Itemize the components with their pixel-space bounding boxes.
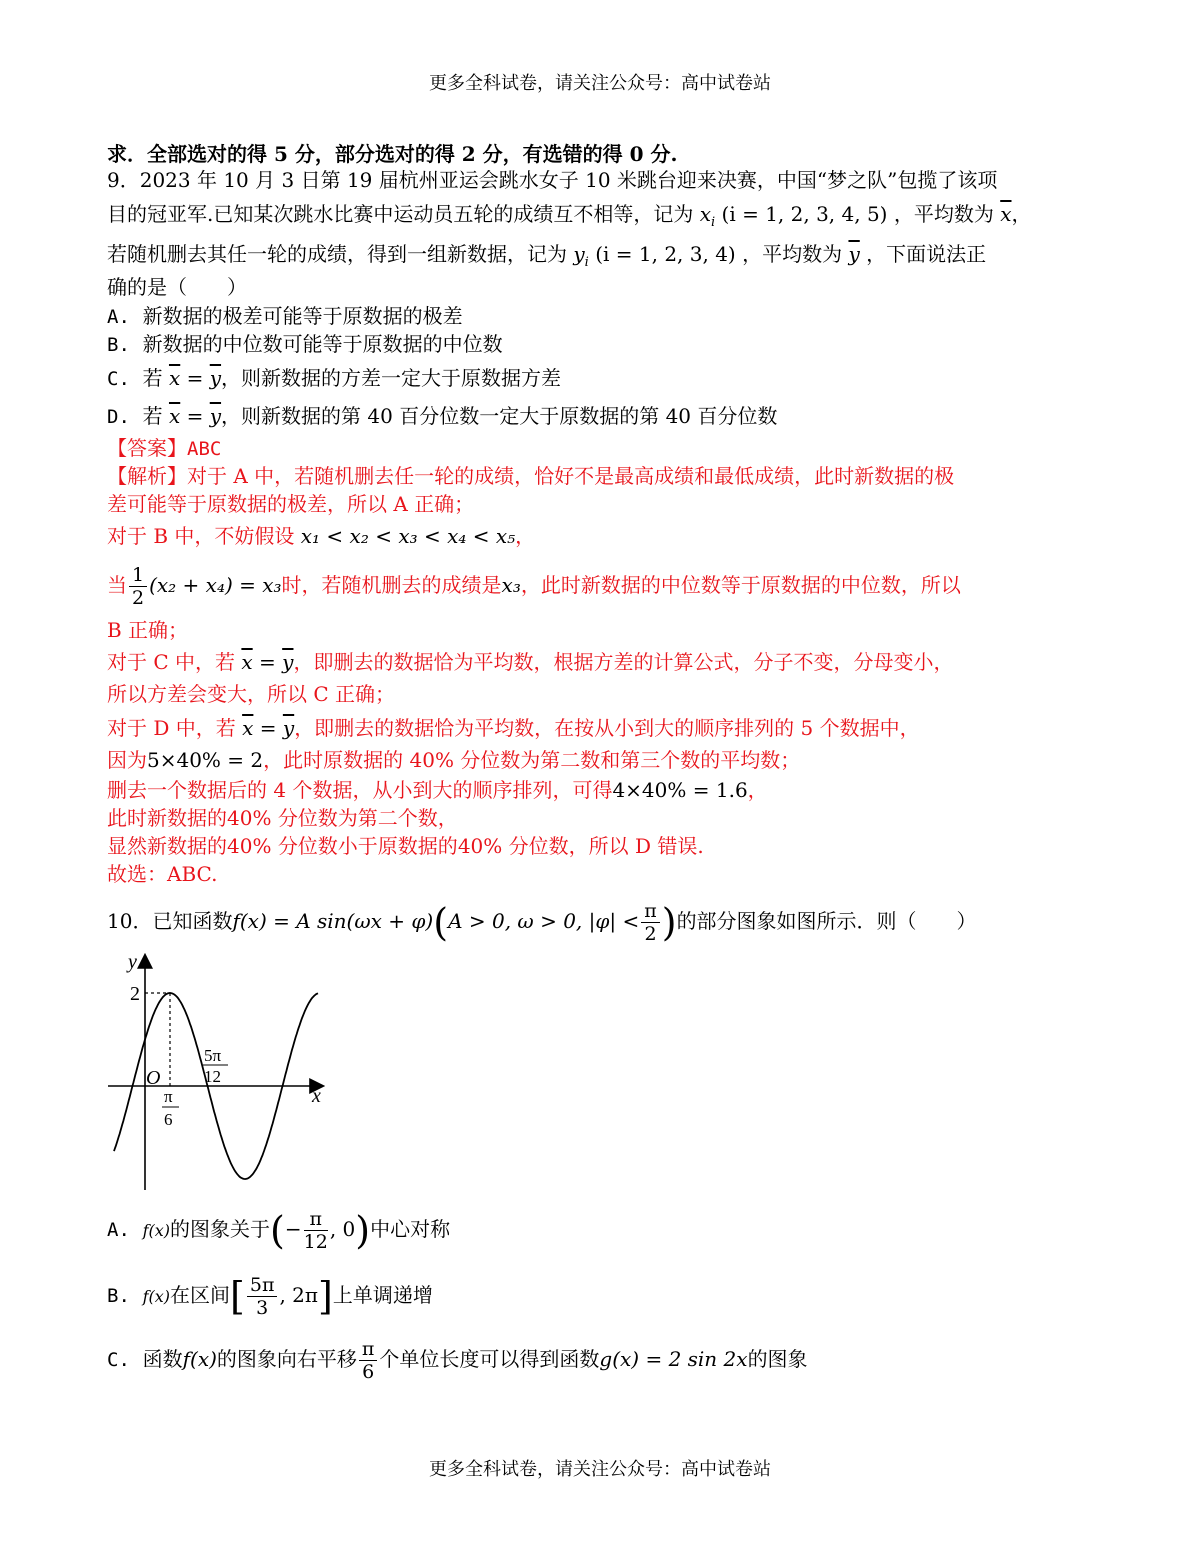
q9-option-c bbox=[107, 364, 561, 393]
analysis-text: 时，若随机删去的成绩是 bbox=[281, 573, 502, 597]
y-bar: $\overline{y}$ bbox=[209, 366, 222, 390]
analysis-text: ，此时原数据的 40% 分位数为第二数和第三个数的平均数； bbox=[263, 748, 801, 772]
x-bar: $\overline{x}$ bbox=[168, 404, 181, 428]
bracket-close: ] bbox=[318, 1274, 333, 1319]
analysis-line-a1 bbox=[107, 462, 954, 490]
analysis-line-d1 bbox=[107, 714, 920, 742]
analysis-text: 当 bbox=[107, 573, 127, 597]
paren-open: ( bbox=[433, 900, 449, 945]
option-text: 函数 bbox=[142, 1347, 183, 1371]
origin-label: O bbox=[146, 1067, 161, 1089]
analysis-text: 对于 C 中，若 bbox=[107, 650, 236, 674]
fraction-denominator: 2 bbox=[132, 587, 145, 609]
q9-line1: 9．2023 年 10 月 3 日第 19 届杭州亚运会跳水女子 10 米跳台迎来决赛，中国“梦之队”包揽了该项 bbox=[107, 168, 998, 192]
analysis-text: 对于 D 中，若 bbox=[107, 716, 236, 740]
y-variable: y bbox=[573, 242, 585, 266]
analysis-text: 对于 B 中，不妨假设 bbox=[107, 524, 295, 548]
median-equation: (x₂ + x₄) = x₃ bbox=[149, 573, 282, 597]
bracket-open: [ bbox=[230, 1274, 245, 1319]
analysis-line-c1 bbox=[107, 648, 953, 676]
option-text: 个单位长度可以得到函数 bbox=[379, 1347, 600, 1371]
math-expression: 4×40% = 1.6 bbox=[612, 778, 748, 802]
function-definition: f(x) = A sin(ωx + φ) bbox=[232, 909, 434, 933]
fraction-denominator: 2 bbox=[644, 923, 657, 945]
answer-value: ABC bbox=[187, 438, 222, 460]
fraction-pi-over-6 bbox=[359, 1338, 378, 1383]
analysis-text: 显然新数据的 bbox=[107, 834, 227, 858]
option-text: 在区间 bbox=[170, 1283, 231, 1307]
q9-text: 目的冠亚军.已知某次跳水比赛中运动员五轮的成绩互不相等，记为 bbox=[107, 202, 694, 226]
option-label: C. bbox=[107, 1349, 130, 1371]
subscript-i: i bbox=[711, 215, 716, 230]
option-text: 若 bbox=[142, 366, 163, 390]
analysis-text: ，此时新数据的中位数等于原数据的中位数，所以 bbox=[520, 573, 961, 597]
punctuation: ， bbox=[747, 778, 768, 802]
option-text: 上单调递增 bbox=[332, 1283, 433, 1307]
y-bar: $\overline{y}$ bbox=[848, 242, 860, 266]
option-text: 中心对称 bbox=[370, 1217, 451, 1241]
analysis-conclusion: 故选：ABC. bbox=[107, 862, 218, 886]
y-index-set: (i = 1, 2, 3, 4) bbox=[595, 242, 736, 266]
q9-text: ，平均数为 bbox=[893, 202, 994, 226]
x-bar: $\overline{x}$ bbox=[242, 716, 254, 740]
x3-symbol: x₃ bbox=[501, 573, 521, 597]
max-value-label: 2 bbox=[130, 983, 140, 1005]
tick-5pi12-numerator: 5π bbox=[204, 1046, 222, 1065]
option-text: ，则新数据的第 40 百分位数一定大于原数据的第 40 百分位数 bbox=[221, 404, 778, 428]
analysis-text: 因为 bbox=[107, 748, 147, 772]
equals: = bbox=[259, 650, 276, 674]
function-symbol: f(x) bbox=[142, 1287, 171, 1306]
analysis-line-b1 bbox=[107, 522, 535, 550]
q10-text: 的部分图象如图所示．则（ ） bbox=[676, 909, 977, 933]
fraction-5pi-over-3 bbox=[247, 1274, 278, 1319]
option-text: 的图象 bbox=[747, 1347, 808, 1371]
tick-pi6-numerator: π bbox=[164, 1087, 173, 1106]
option-text: 新数据的中位数可能等于原数据的中位数 bbox=[142, 332, 503, 356]
page-header: 更多全科试卷，请关注公众号：高中试卷站 bbox=[429, 73, 771, 94]
y-bar: $\overline{y}$ bbox=[282, 650, 294, 674]
fraction-numerator: π bbox=[359, 1338, 378, 1361]
percent-value: 40% bbox=[227, 834, 272, 858]
fraction-numerator: π bbox=[641, 900, 660, 923]
option-label: B. bbox=[107, 1285, 130, 1307]
fraction-pi-over-12 bbox=[304, 1208, 328, 1253]
analysis-line-d2 bbox=[107, 746, 800, 774]
x-axis-label: x bbox=[312, 1085, 321, 1107]
percent-value: 40% bbox=[227, 806, 272, 830]
x-bar: $\overline{x}$ bbox=[168, 366, 181, 390]
q10-option-c bbox=[107, 1334, 808, 1385]
subscript-i: i bbox=[584, 255, 589, 270]
q9-text: ，下面说法正 bbox=[866, 242, 987, 266]
tick-5pi12-denominator: 12 bbox=[204, 1067, 221, 1086]
equals: = bbox=[259, 716, 277, 740]
answer-label: 【答案】 bbox=[107, 436, 187, 460]
x-bar: $\overline{x}$ bbox=[241, 650, 253, 674]
answer-line bbox=[107, 434, 221, 463]
analysis-line-b3: B 正确； bbox=[107, 618, 189, 642]
analysis-text: 删去一个数据后的 4 个数据，从小到大的顺序排列，可得 bbox=[107, 778, 613, 802]
option-text: 若 bbox=[142, 404, 163, 428]
analysis-label: 【解析】 bbox=[107, 464, 187, 488]
percent-value: 40% bbox=[457, 834, 503, 858]
tick-pi6-denominator: 6 bbox=[164, 1110, 173, 1129]
paren-close: ) bbox=[661, 900, 677, 945]
q9-option-b bbox=[107, 330, 503, 359]
q10-option-a bbox=[107, 1204, 450, 1256]
x-index-set: (i = 1, 2, 3, 4, 5) bbox=[721, 202, 888, 226]
equals: = bbox=[186, 404, 204, 428]
q9-option-d bbox=[107, 402, 777, 431]
fraction-denominator: 12 bbox=[303, 1231, 328, 1253]
analysis-text: 此时新数据的 bbox=[107, 806, 227, 830]
option-label: D. bbox=[107, 406, 130, 428]
option-text: 的图象关于 bbox=[170, 1217, 271, 1241]
x-bar: $\overline{x}$ bbox=[1000, 202, 1012, 226]
q10-option-b bbox=[107, 1270, 433, 1322]
q9-line2: 目的冠亚军.已知某次跳水比赛中运动员五轮的成绩互不相等，记为 $x_i$ (i = 1, 2, 3, 4, 5) ，平均数为 $\overline{x}$， bbox=[107, 202, 1032, 230]
option-label: C. bbox=[107, 368, 130, 390]
fraction-pi-over-2 bbox=[641, 900, 660, 945]
q9-option-a bbox=[107, 302, 463, 331]
option-text: 新数据的极差可能等于原数据的极差 bbox=[142, 304, 463, 328]
fraction-denominator: 3 bbox=[256, 1297, 269, 1319]
inequality-chain: x₁ < x₂ < x₃ < x₄ < x₅ bbox=[300, 524, 516, 548]
punctuation: ， bbox=[515, 524, 536, 548]
analysis-line-d5 bbox=[107, 832, 704, 860]
q9-line4: 确的是（ ） bbox=[107, 275, 247, 299]
option-label: B. bbox=[107, 334, 130, 356]
option-text: 的图象向右平移 bbox=[216, 1347, 357, 1371]
fraction-denominator: 6 bbox=[362, 1361, 375, 1383]
page-footer: 更多全科试卷，请关注公众号：高中试卷站 bbox=[429, 1459, 771, 1480]
option-text: ，则新数据的方差一定大于原数据方差 bbox=[221, 366, 562, 390]
fraction-half bbox=[129, 564, 147, 609]
analysis-text: ，即删去的数据恰为平均数，在按从小到大的顺序排列的 5 个数据中， bbox=[294, 716, 920, 740]
y-bar: $\overline{y}$ bbox=[282, 716, 295, 740]
option-label: A. bbox=[107, 1219, 130, 1241]
point-coordinate: , 0 bbox=[329, 1217, 356, 1241]
interval-end: , 2π bbox=[279, 1283, 319, 1307]
q9-text: 若随机删去其任一轮的成绩，得到一组新数据，记为 bbox=[107, 242, 567, 266]
q10-text: 10．已知函数 bbox=[107, 909, 233, 933]
q9-text: ，平均数为 bbox=[742, 242, 843, 266]
fraction-numerator: 5π bbox=[247, 1274, 278, 1297]
x-variable: x bbox=[699, 202, 711, 226]
analysis-line-d3 bbox=[107, 776, 768, 804]
function-symbol: f(x) bbox=[182, 1347, 217, 1371]
y-bar: $\overline{y}$ bbox=[209, 404, 222, 428]
sine-graph bbox=[100, 950, 330, 1195]
q10-stem bbox=[107, 896, 977, 946]
analysis-line-c2: 所以方差会变大，所以 C 正确； bbox=[107, 682, 396, 706]
analysis-text: 对于 A 中，若随机删去任一轮的成绩，恰好不是最高成绩和最低成绩，此时新数据的极 bbox=[187, 464, 955, 488]
q9-line3 bbox=[107, 240, 986, 277]
analysis-text: 分位数为第二个数， bbox=[277, 806, 458, 830]
analysis-text: ，即删去的数据恰为平均数，根据方差的计算公式，分子不变，分母变小， bbox=[293, 650, 954, 674]
option-label: A. bbox=[107, 306, 130, 328]
y-axis-label: y bbox=[128, 951, 137, 973]
section-instruction: 求．全部选对的得 5 分，部分选对的得 2 分，有选错的得 0 分. bbox=[107, 142, 678, 166]
fraction-numerator: 1 bbox=[129, 564, 147, 587]
analysis-line-d4 bbox=[107, 804, 458, 832]
function-symbol: f(x) bbox=[142, 1221, 171, 1240]
analysis-text: 分位数小于原数据的 bbox=[277, 834, 458, 858]
analysis-line-a2: 差可能等于原数据的极差，所以 A 正确； bbox=[107, 492, 475, 516]
paren-open: ( bbox=[270, 1208, 285, 1253]
equals: = bbox=[186, 366, 204, 390]
analysis-line-b2 bbox=[107, 560, 961, 610]
fraction-numerator: π bbox=[304, 1208, 328, 1231]
minus-sign: − bbox=[284, 1217, 302, 1241]
analysis-text: 分位数，所以 D 错误. bbox=[508, 834, 704, 858]
math-expression: 5×40% = 2 bbox=[147, 748, 264, 772]
paren-close: ) bbox=[355, 1208, 371, 1253]
parameter-conditions: A > 0, ω > 0, |φ| < bbox=[448, 909, 640, 933]
target-function: g(x) = 2 sin 2x bbox=[599, 1347, 748, 1371]
